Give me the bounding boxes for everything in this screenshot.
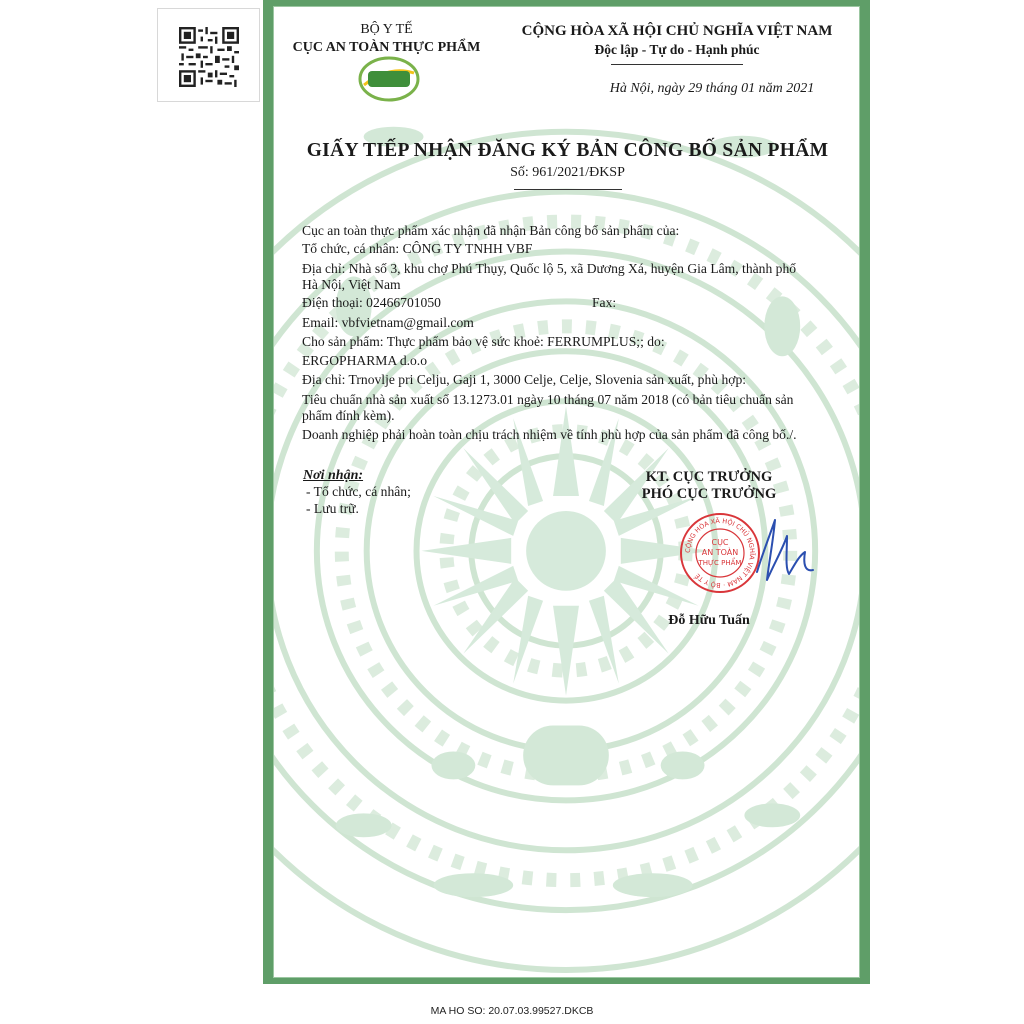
address-line-2: Hà Nội, Việt Nam [302, 277, 401, 292]
organization-line: Tổ chức, cá nhân: CÔNG TY TNHH VBF [302, 241, 533, 256]
certificate-page [273, 6, 860, 978]
stamp-ring-text: CỘNG HÒA XÃ HỘI CHỦ NGHĨA VIỆT NAM · BỘ Y TẾ [683, 516, 757, 590]
manufacturer-line: ERGOPHARMA d.o.o [302, 353, 428, 368]
republic-heading: CỘNG HÒA XÃ HỘI CHỦ NGHĨA VIỆT NAM [521, 23, 833, 39]
recipient-item: - Lưu trữ. [306, 501, 359, 516]
signer-name: Đỗ Hữu Tuấn [668, 613, 750, 628]
stamp-line: THỰC PHẨM [698, 559, 742, 567]
responsibility-line: Doanh nghiệp phải hoàn toàn chịu trách nhiệm về tính phù hợp của sản phẩm đã công bố./. [302, 427, 797, 442]
manufacturer-address-line: Địa chỉ: Trnovlje pri Celju, Gaji 1, 3000 Celje, Celje, Slovenia sản xuất, phù hợp: [302, 372, 747, 387]
email-line: Email: vbfvietnam@gmail.com [302, 315, 474, 330]
qr-code-image [179, 27, 239, 87]
fax-label: Fax: [592, 295, 617, 310]
number-underline [514, 189, 622, 190]
stamp-line: AN TOÀN [701, 548, 739, 557]
agency-name: CỤC AN TOÀN THỰC PHẨM [292, 40, 481, 55]
national-motto: Độc lập - Tự do - Hạnh phúc [594, 42, 760, 57]
standard-line-1: Tiêu chuẩn nhà sản xuất số 13.1273.01 ngày 10 tháng 07 năm 2018 (có bản tiêu chuẩn sản [302, 392, 794, 407]
issue-date: Hà Nội, ngày 29 tháng 01 năm 2021 [609, 81, 815, 96]
ministry-name: BỘ Y TẾ [360, 22, 413, 37]
intro-text: Cục an toàn thực phẩm xác nhận đã nhận Bản công bố sản phẩm của: [302, 223, 680, 238]
document-title: GIẤY TIẾP NHẬN ĐĂNG KÝ BẢN CÔNG BỐ SẢN PHẨM [306, 140, 829, 161]
recipient-item: - Tổ chức, cá nhân; [306, 484, 411, 499]
vfa-logo [358, 55, 420, 103]
recipients-heading: Nơi nhận: [303, 468, 364, 483]
document-number: Số: 961/2021/ĐKSP [510, 165, 625, 180]
dossier-code: MA HO SO: 20.07.03.99527.DKCB [430, 1005, 594, 1017]
phone-line: Điện thoại: 02466701050 [302, 295, 441, 310]
handwritten-signature [749, 512, 819, 592]
qr-code-panel [157, 8, 260, 102]
signatory-deputy-title: PHÓ CỤC TRƯỞNG [641, 486, 777, 502]
address-line-1: Địa chỉ: Nhà số 3, khu chợ Phú Thụy, Quốc lộ 5, xã Dương Xá, huyện Gia Lâm, thành phố [302, 261, 797, 276]
product-line: Cho sản phẩm: Thực phẩm bảo vệ sức khoẻ: FERRUMPLUS;; do: [302, 334, 665, 349]
stamp-line: CỤC [711, 538, 729, 547]
motto-underline [611, 64, 743, 65]
signatory-role: KT. CỤC TRƯỞNG [645, 469, 773, 485]
certificate-frame [263, 0, 870, 984]
standard-line-2: phẩm đính kèm). [302, 408, 395, 423]
